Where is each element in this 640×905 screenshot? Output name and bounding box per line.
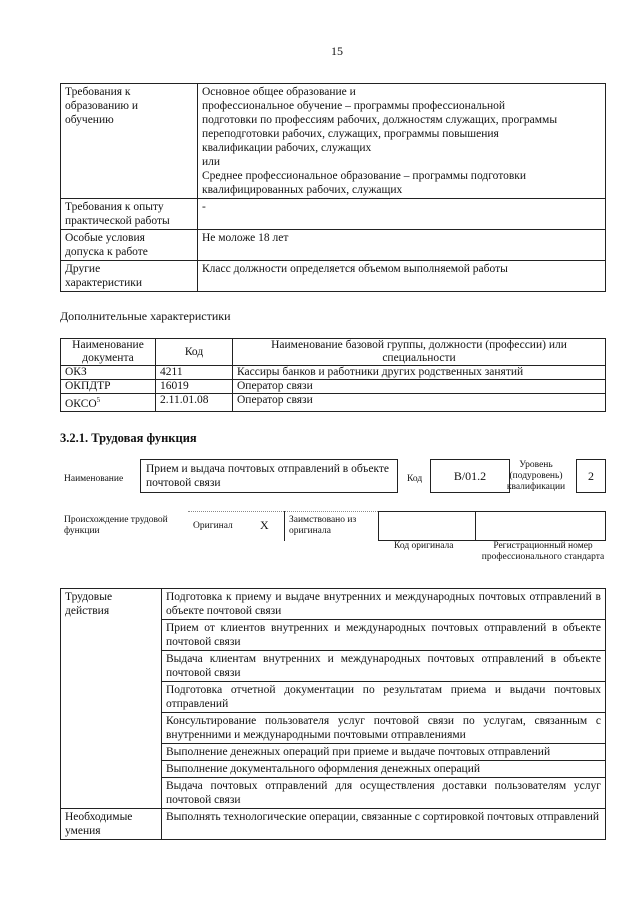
code-cell: 16019	[156, 380, 233, 394]
original-label: Оригинал	[193, 521, 233, 531]
name-cell: Кассиры банков и работники других родственных занятий	[233, 366, 606, 380]
col-header-name: Наименование базовой группы, должности (профессии) или специальности	[233, 339, 606, 366]
action-item: Подготовка к приему и выдаче внутренних и международных почтовых отправлений в объекте почтовой связи	[162, 589, 606, 620]
level-label: Уровень (подуровень) квалификации	[506, 460, 566, 492]
table-row	[61, 261, 606, 292]
name-label: Наименование	[64, 474, 124, 484]
action-item: Прием от клиентов внутренних и международных почтовых отправлений в объекте почтовой связи	[162, 620, 606, 651]
row-value: Не моложе 18 лет	[198, 230, 606, 261]
action-item: Консультирование пользователя услуг почтовой связи по услугам, связанным с внутренними и международными почтовыми отправлениями	[162, 713, 606, 744]
action-item: Выдача почтовых отправлений для осуществления доставки пользователям услуг почтовой связи	[162, 778, 606, 809]
original-mark: X	[260, 518, 269, 532]
table-row	[61, 394, 606, 412]
skills-label: Необходимые умения	[61, 809, 162, 840]
col-header-code: Код	[156, 339, 233, 366]
reg-number-label: Регистрационный номер профессионального стандарта	[481, 541, 605, 562]
row-label: Особые условия допуска к работе	[61, 230, 198, 261]
doc-cell: ОКПДТР	[61, 380, 156, 394]
additional-title: Дополнительные характеристики	[60, 309, 231, 323]
row-value: -	[198, 199, 606, 230]
borrowed-label: Заимствовано из оригинала	[289, 515, 357, 536]
table-header-row	[61, 339, 606, 366]
action-item: Выполнение денежных операций при приеме и выдаче почтовых отправлений	[162, 744, 606, 761]
name-cell: Оператор связи	[233, 380, 606, 394]
function-name-box: Прием и выдача почтовых отправлений в объекте почтовой связи	[140, 459, 398, 493]
row-value: Основное общее образование и профессиональное обучение – программы профессиональной подготовки по профессиям рабочих, должностям служащих, программы переподготовки рабочих, служащих, программы повышения квалификации рабочих, служащих или Среднее профессиональное образование – программы подготовки квалифицированных рабочих, служащих	[198, 84, 606, 199]
original-code-label: Код оригинала	[394, 541, 454, 551]
actions-label: Трудовые действия	[61, 589, 162, 809]
table-row	[61, 230, 606, 261]
code-cell: 2.11.01.08	[156, 394, 233, 412]
level-value-box: 2	[576, 459, 606, 493]
skill-item: Выполнять технологические операции, связанные с сортировкой почтовых отправлений	[162, 809, 606, 840]
doc-cell: ОКСО$^5$	[61, 394, 156, 412]
table-row	[61, 809, 606, 840]
requirements-table	[60, 83, 606, 292]
original-code-cell	[378, 511, 476, 541]
col-header-doc: Наименование документа	[61, 339, 156, 366]
table-row	[61, 589, 606, 620]
doc-cell: ОКЗ	[61, 366, 156, 380]
table-row	[61, 84, 606, 199]
table-row	[61, 380, 606, 394]
name-cell: Оператор связи	[233, 394, 606, 412]
page-number: 15	[331, 44, 343, 58]
row-label: Требования к опыту практической работы	[61, 199, 198, 230]
origin-label: Происхождение трудовой функции	[64, 515, 168, 536]
function-code-box: B/01.2	[430, 459, 510, 493]
action-item: Выполнение документального оформления денежных операций	[162, 761, 606, 778]
footnote-mark: 5	[96, 396, 101, 404]
reg-number-cell	[476, 511, 606, 541]
code-cell: 4211	[156, 366, 233, 380]
table-row	[61, 366, 606, 380]
row-label: Другие характеристики	[61, 261, 198, 292]
action-item: Подготовка отчетной документации по результатам приема и выдачи почтовых отправлений	[162, 682, 606, 713]
code-label: Код	[407, 474, 423, 484]
section-title: 3.2.1. Трудовая функция	[60, 431, 197, 445]
row-value: Класс должности определяется объемом выполняемой работы	[198, 261, 606, 292]
table-row	[61, 199, 606, 230]
row-label: Требования к образованию и обучению	[61, 84, 198, 199]
action-item: Выдача клиентам внутренних и международных почтовых отправлений в объекте почтовой связи	[162, 651, 606, 682]
additional-table	[60, 338, 606, 412]
labor-actions-table	[60, 588, 606, 840]
